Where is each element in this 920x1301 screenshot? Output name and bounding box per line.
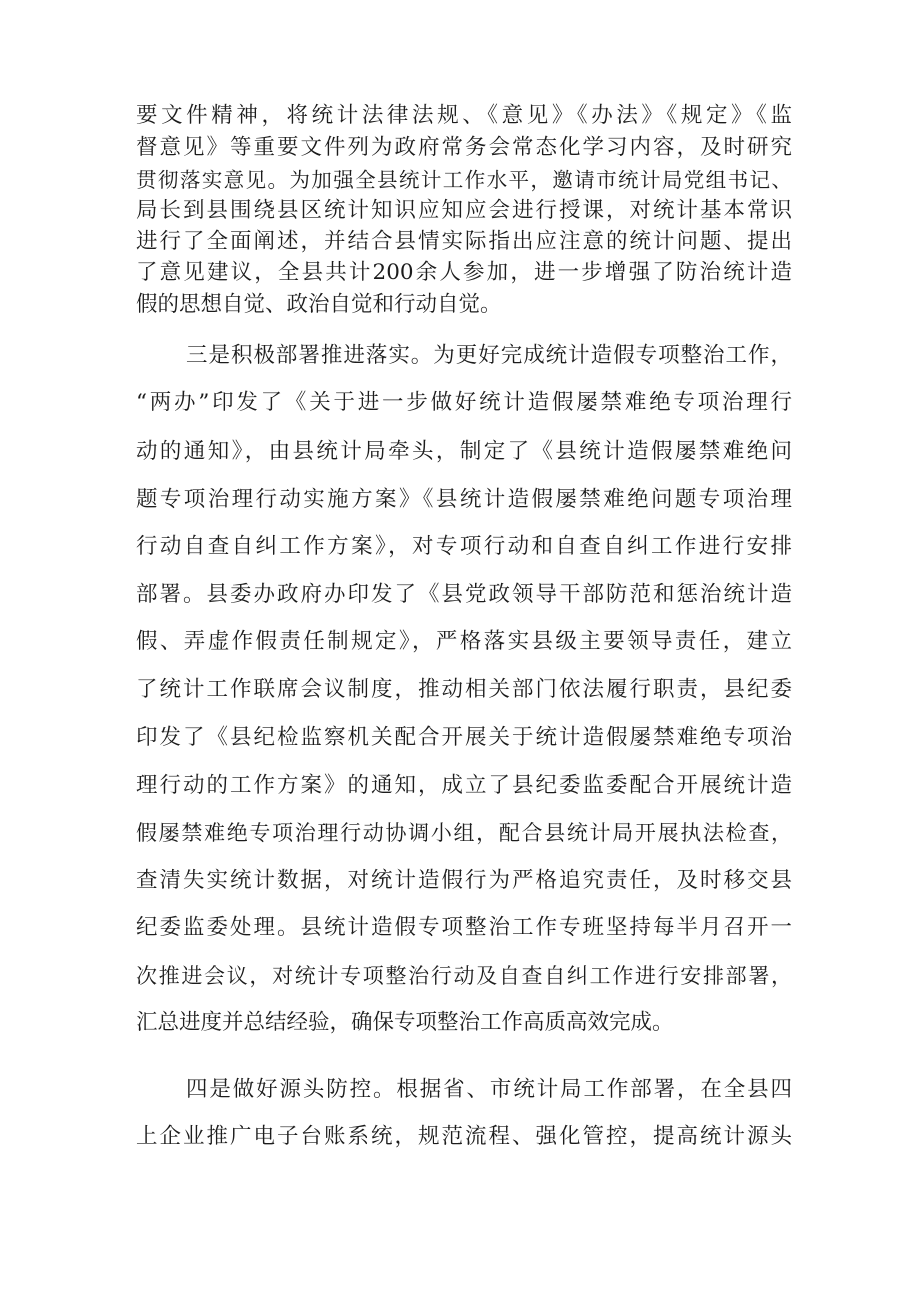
text-line: 督意见》等重要文件列为政府常务会常态化学习内容，及时研究 (136, 135, 792, 160)
text-line: 四是做好源头防控。根据省、市统计局工作部署，在全县四 (186, 1077, 792, 1102)
text-line: 假的思想自觉、政治自觉和行动自觉。 (136, 292, 502, 317)
text-line: 贯彻落实意见。为加强全县统计工作水平，邀请市统计局党组书记、 (136, 168, 792, 192)
text-line: 次推进会议，对统计专项整治行动及自查自纠工作进行安排部署， (136, 964, 792, 988)
text-line: 要文件精神，将统计法律法规、《意见》《办法》《规定》《监 (136, 103, 792, 128)
text-line: 假、弄虚作假责任制规定》，严格落实县级主要领导责任，建立 (136, 629, 792, 654)
text-line: 了统计工作联席会议制度，推动相关部门依法履行职责，县纪委 (136, 677, 792, 702)
text-line: 局长到县围绕县区统计知识应知应会进行授课，对统计基本常识 (136, 198, 792, 223)
text-line: 纪委监委处理。县统计造假专项整治工作专班坚持每半月召开一 (136, 915, 792, 940)
text-line: 假屡禁难绝专项治理行动协调小组，配合县统计局开展执法检查， (136, 821, 792, 845)
text-line: 部署。县委办政府办印发了《县党政领导干部防范和惩治统计造 (136, 582, 792, 607)
text-line: “两办”印发了《关于进一步做好统计造假屡禁难绝专项治理行 (136, 390, 792, 415)
text-line: 三是积极部署推进落实。为更好完成统计造假专项整治工作， (186, 343, 792, 368)
text-line: 查清失实统计数据，对统计造假行为严格追究责任，及时移交县 (136, 868, 792, 893)
text-line: 汇总进度并总结经验，确保专项整治工作高质高效完成。 (136, 1010, 674, 1035)
text-line: 动的通知》，由县统计局牵头，制定了《县统计造假屡禁难绝问 (136, 439, 792, 464)
text-line: 上企业推广电子台账系统，规范流程、强化管控，提高统计源头 (136, 1124, 792, 1149)
text-line: 进行了全面阐述，并结合县情实际指出应注意的统计问题、提出 (136, 229, 792, 254)
text-line: 印发了《县纪检监察机关配合开展关于统计造假屡禁难绝专项治 (136, 725, 792, 750)
text-line: 理行动的工作方案》的通知，成立了县纪委监委配合开展统计造 (136, 773, 792, 798)
text-line: 行动自查自纠工作方案》，对专项行动和自查自纠工作进行安排 (136, 534, 792, 559)
text-line: 题专项治理行动实施方案》《县统计造假屡禁难绝问题专项治理 (136, 487, 792, 512)
text-line: 了意见建议，全县共计200余人参加，进一步增强了防治统计造 (136, 260, 792, 285)
